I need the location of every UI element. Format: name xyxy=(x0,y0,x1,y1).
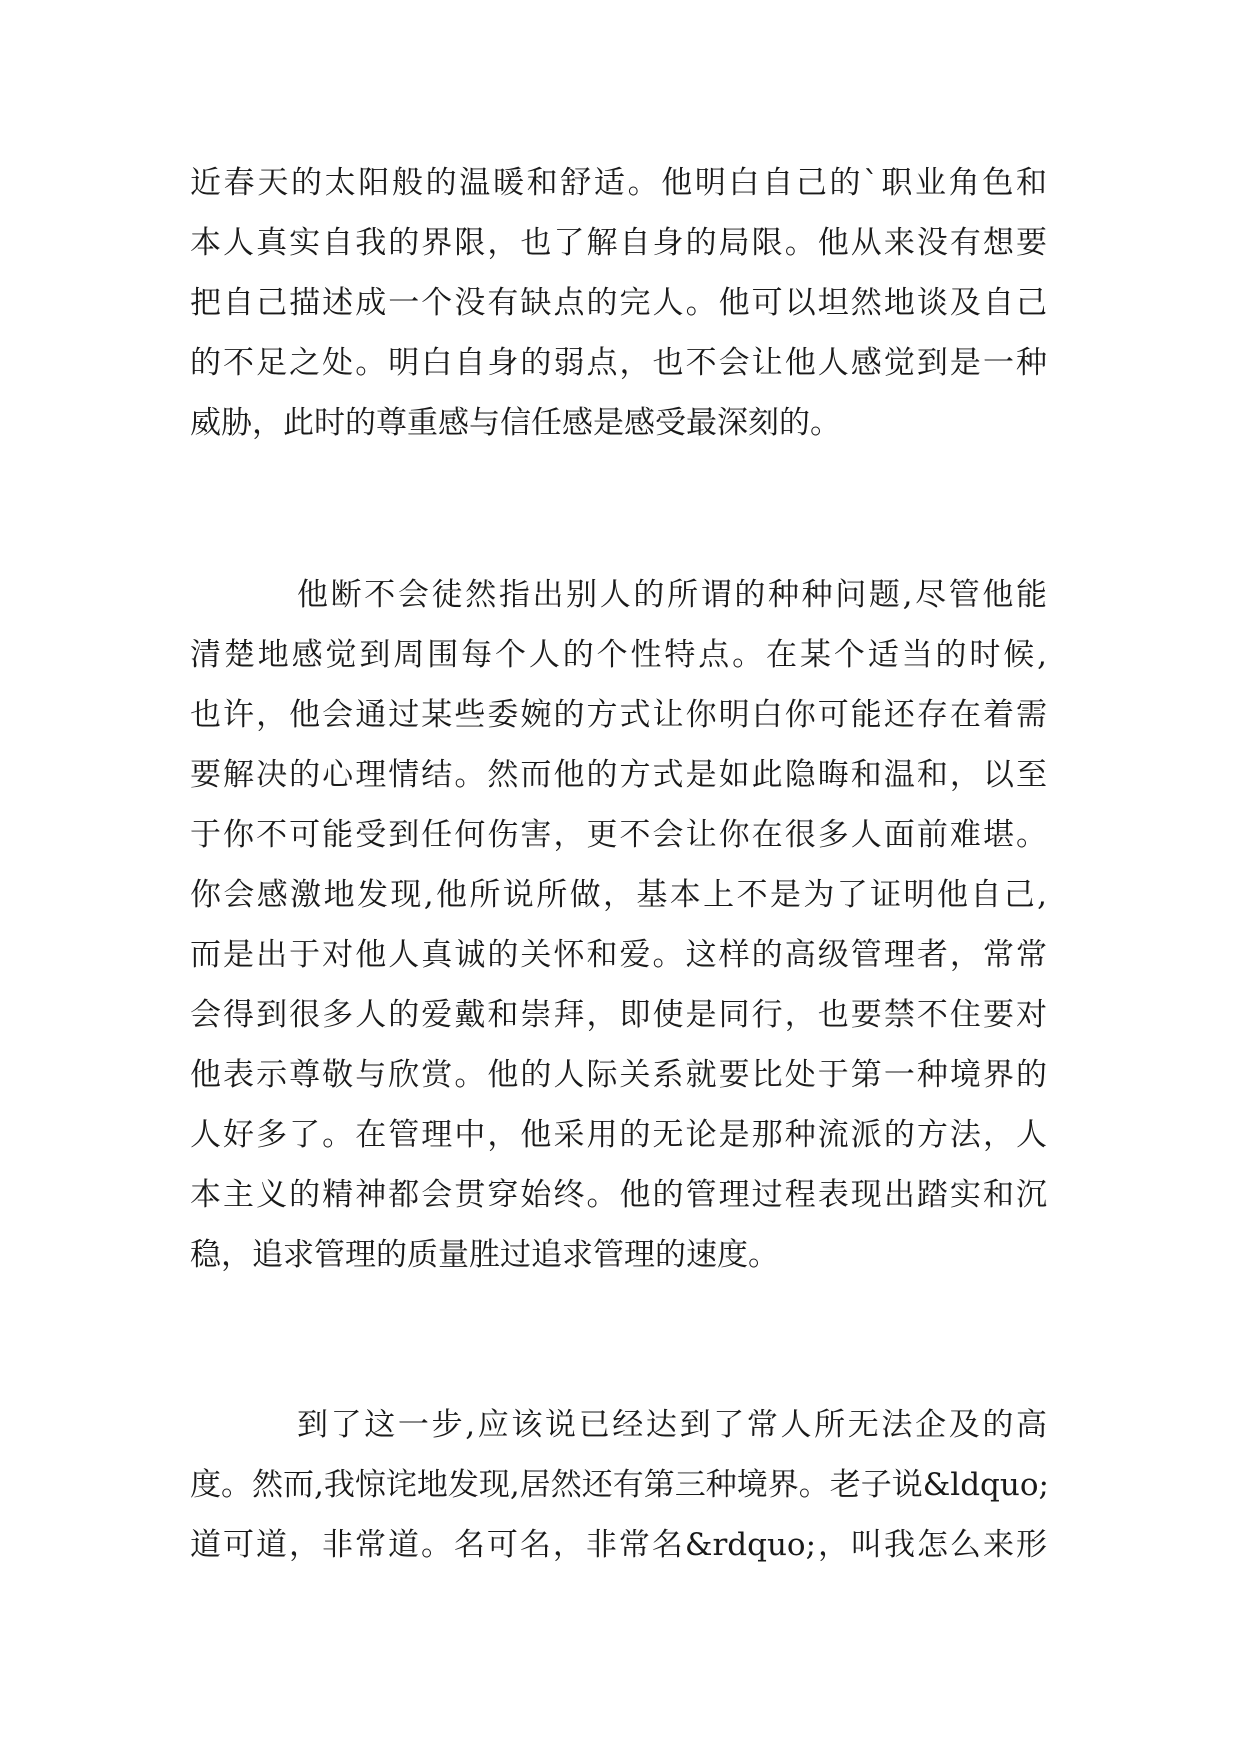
paragraph-line: 稳，追求管理的质量胜过追求管理的速度。 xyxy=(190,1237,779,1273)
paragraph-line: 威胁，此时的尊重感与信任感是感受最深刻的。 xyxy=(190,405,841,441)
paragraph-line: 你会感激地发现,他所说所做，基本上不是为了证明他自己, xyxy=(190,877,1047,913)
paragraph-line: 要解决的心理情结。然而他的方式是如此隐晦和温和，以至 xyxy=(190,757,1047,793)
paragraph-line: 的不足之处。明白自身的弱点，也不会让他人感觉到是一种 xyxy=(190,345,1047,381)
paragraph-line: 到了这一步,应该说已经达到了常人所无法企及的高 xyxy=(297,1407,1047,1443)
paragraph-line: 近春天的太阳般的温暖和舒适。他明白自己的`职业角色和 xyxy=(190,165,1047,201)
paragraph-line: 度。然而,我惊诧地发现,居然还有第三种境界。老子说&ldquo; xyxy=(190,1467,1049,1503)
paragraph-line: 而是出于对他人真诚的关怀和爱。这样的高级管理者，常常 xyxy=(190,937,1047,973)
paragraph-line: 他断不会徒然指出别人的所谓的种种问题,尽管他能 xyxy=(297,577,1047,613)
paragraph-line: 道可道，非常道。名可名，非常名&rdquo;，叫我怎么来形 xyxy=(190,1527,1047,1563)
paragraph-line: 于你不可能受到任何伤害，更不会让你在很多人面前难堪。 xyxy=(190,817,1047,853)
paragraph-line: 人好多了。在管理中，他采用的无论是那种流派的方法，人 xyxy=(190,1117,1047,1153)
paragraph-line: 把自己描述成一个没有缺点的完人。他可以坦然地谈及自己 xyxy=(190,285,1047,321)
paragraph-line: 清楚地感觉到周围每个人的个性特点。在某个适当的时候, xyxy=(190,637,1047,673)
paragraph-line: 会得到很多人的爱戴和崇拜，即使是同行，也要禁不住要对 xyxy=(190,997,1047,1033)
paragraph-line: 本主义的精神都会贯穿始终。他的管理过程表现出踏实和沉 xyxy=(190,1177,1047,1213)
paragraph-line: 本人真实自我的界限，也了解自身的局限。他从来没有想要 xyxy=(190,225,1047,261)
paragraph-line: 他表示尊敬与欣赏。他的人际关系就要比处于第一种境界的 xyxy=(190,1057,1047,1093)
paragraph-line: 也许，他会通过某些委婉的方式让你明白你可能还存在着需 xyxy=(190,697,1047,733)
